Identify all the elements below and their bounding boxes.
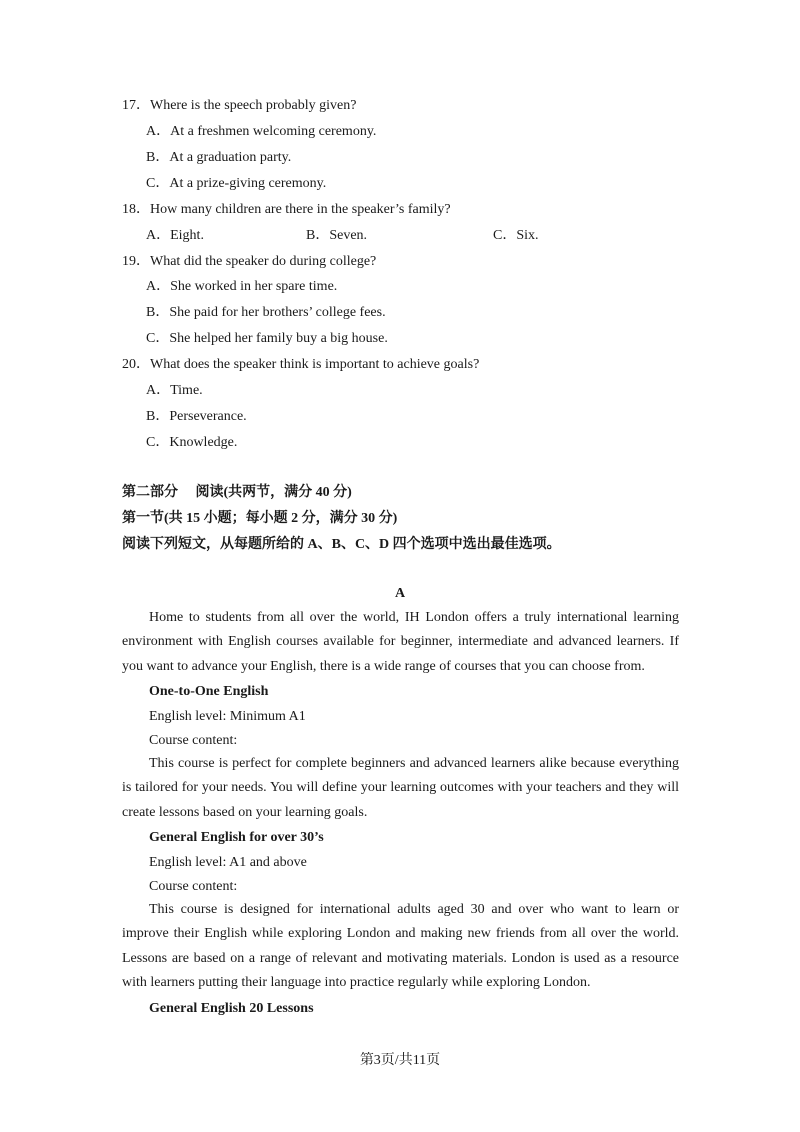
q20-option-b: B．Perseverance. xyxy=(146,409,247,424)
q20-option-c: C．Knowledge. xyxy=(146,435,238,450)
q18-option-c: C．Six. xyxy=(493,228,539,243)
q20-option-a: A．Time. xyxy=(146,383,203,398)
question-17: 17．Where is the speech probably given? xyxy=(122,98,357,113)
q18-option-a: A．Eight. xyxy=(146,228,204,243)
q19-option-c: C．She helped her family buy a big house. xyxy=(146,331,388,346)
section-instruction: 阅读下列短文，从每题所给的 A、B、C、D 四个选项中选出最佳选项。 xyxy=(122,537,561,552)
q18-option-b: B．Seven. xyxy=(306,228,368,243)
course-2-content-label: Course content: xyxy=(149,879,238,894)
q17-option-b: B．At a graduation party. xyxy=(146,150,292,165)
course-1-content: This course is perfect for complete beginners and advanced learners alike because everything is tailored for your needs. You will define your learning outcomes with your teachers and they will create lessons based on your learning goals. xyxy=(122,756,679,820)
passage-title: A xyxy=(394,586,406,601)
course-1-name: One-to-One English xyxy=(149,684,269,699)
q19-option-a: A．She worked in her spare time. xyxy=(146,279,338,294)
page-number-footer: 第3页/共11页 xyxy=(359,1053,441,1068)
course-2-name: General English for over 30’s xyxy=(149,830,324,845)
course-2-content: This course is designed for international adults aged 30 and over who want to learn or improve their English while exploring London and making new friends from all over the world. Lessons are based on a range of relevant and motivating materials. London is used as a resource with learners putting their language into practice regularly while exploring London. xyxy=(122,902,679,991)
question-19: 19．What did the speaker do during college? xyxy=(122,254,377,269)
course-1-level: English level: Minimum A1 xyxy=(149,709,306,724)
q19-option-b: B．She paid for her brothers’ college fees. xyxy=(146,305,386,320)
q17-option-a: A．At a freshmen welcoming ceremony. xyxy=(146,124,377,139)
course-3-name: General English 20 Lessons xyxy=(149,1001,314,1016)
section-sub-heading: 第一节(共 15 小题；每小题 2 分，满分 30 分) xyxy=(122,511,398,526)
question-18: 18．How many children are there in the speaker’s family? xyxy=(122,202,451,217)
course-1-content-label: Course content: xyxy=(149,733,238,748)
passage-intro: Home to students from all over the world, IH London offers a truly international learning environment with English courses available for beginner, intermediate and advanced learners. If you want to advance your English, there is a wide range of courses that you can choose from. xyxy=(122,610,679,674)
question-20: 20．What does the speaker think is important to achieve goals? xyxy=(122,357,480,372)
q17-option-c: C．At a prize-giving ceremony. xyxy=(146,176,327,191)
course-2-level: English level: A1 and above xyxy=(149,855,307,870)
section-part-heading: 第二部分 阅读(共两节，满分 40 分) xyxy=(122,485,352,500)
